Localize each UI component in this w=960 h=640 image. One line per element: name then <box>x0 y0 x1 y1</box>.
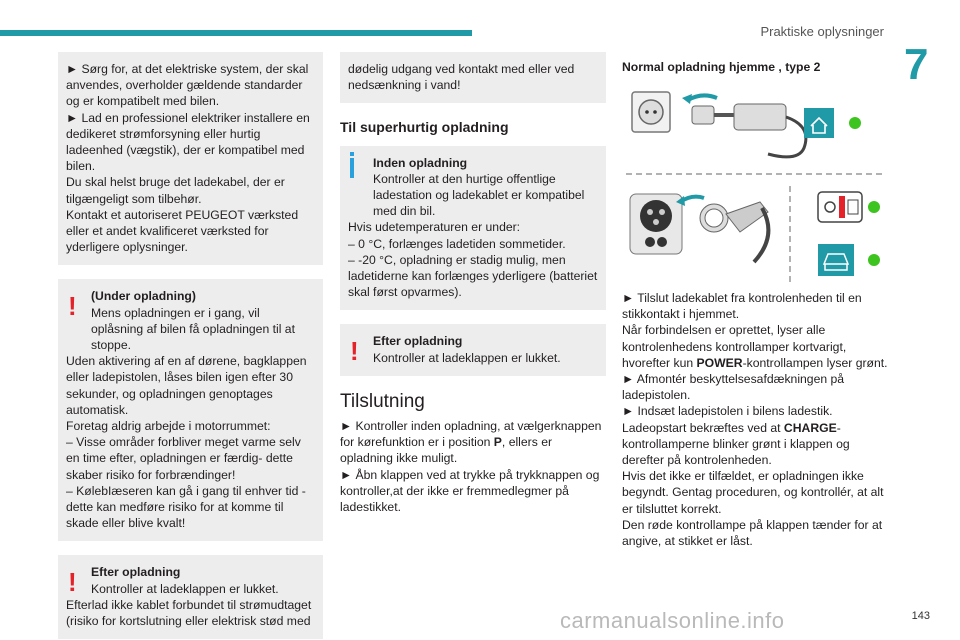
led-green-icon <box>868 201 880 213</box>
info-box-installation <box>58 52 323 265</box>
paragraph: Hvis udetemperaturen er under: <box>348 220 521 235</box>
chapter-number: 7 <box>904 40 929 89</box>
paragraph: Du skal helst bruge det ladekabel, der er tilgængeligt som tilbehør. <box>66 175 285 206</box>
wall-socket-icon <box>632 92 670 132</box>
paragraph: Kontroller at den hurtige offentlige ladestation og ladekablet er kompatibel med din bil. <box>373 171 585 219</box>
charging-illustration <box>622 86 890 286</box>
plug-icon <box>692 106 734 124</box>
paragraph: ► Indsæt ladepistolen i bilens ladestik. <box>622 404 833 419</box>
paragraph: Kontroller at ladeklappen er lukket. <box>91 581 279 596</box>
paragraph: – 0 °C, forlænges ladetiden sommetider. <box>348 236 566 251</box>
info-box-before-charging <box>340 146 606 311</box>
column-2 <box>340 52 606 515</box>
paragraph: ► Afmontér beskyttelsesafdækningen på ladepistolen. <box>622 372 845 403</box>
warning-title: Efter opladning <box>91 565 181 580</box>
car-icon <box>818 244 854 276</box>
paragraph: Når forbindelsen er oprettet, lyser alle kontrolenhedens kontrollamper kortvarigt, hvorefter kun POWER-kontrollampen lyser grønt. <box>622 323 888 370</box>
warning-box-after-charging <box>58 555 323 639</box>
warning-box-under-charging <box>58 279 323 541</box>
paragraph: dødelig udgang ved kontakt med eller ved nedsænkning i vand! <box>348 62 575 93</box>
warning-box-continued <box>340 52 606 103</box>
column-1 <box>58 52 323 639</box>
charging-gun-icon <box>700 202 768 262</box>
paragraph: Uden aktivering af en af dørene, bagklappen eller ladepistolen, låses bilen igen efter 30 sekunder, og opladningen genoptages automatisk. <box>66 354 307 417</box>
paragraph: Kontroller at ladeklappen er lukket. <box>373 350 561 365</box>
paragraph: Mens opladningen er i gang, vil oplåsning af bilen få opladningen til at stoppe. <box>91 305 295 353</box>
warning-icon: ! <box>350 336 359 367</box>
paragraph: Kontakt et autoriseret PEUGEOT værksted eller et andet kvalificeret værksted for yderligere oplysninger. <box>66 207 299 255</box>
info-icon <box>350 158 354 178</box>
info-title: Inden opladning <box>373 155 468 170</box>
paragraph: ► Lad en professionel elektriker installere en dedikeret strømforsyning eller hurtig ladeenhed (vægstik), der er kompatibel med bilen. <box>66 110 310 174</box>
paragraph: ► Åbn klappen ved at trykke på trykknappen og kontroller,at der ikke er fremmedlegmer på ladestikket. <box>340 467 600 515</box>
charging-flap-lock-icon <box>818 192 862 222</box>
warning-icon: ! <box>68 567 77 598</box>
figure-title: Normal opladning hjemme , type 2 <box>622 60 821 74</box>
arrow-icon <box>688 95 717 100</box>
warning-box-after-charging-2 <box>340 324 606 375</box>
warning-title: (Under opladning) <box>91 289 196 304</box>
warning-title: Efter opladning <box>373 334 463 349</box>
led-green-icon <box>868 254 880 266</box>
paragraph: Hvis det ikke er tilfældet, er opladningen ikke begyndt. Gentag proceduren, og kontrollér, at alt er tilsluttet korrekt. <box>622 469 884 516</box>
led-green-icon <box>849 117 861 129</box>
warning-icon: ! <box>68 291 77 322</box>
page-number: 143 <box>911 610 930 622</box>
header-accent-bar <box>0 30 472 36</box>
heading-superfast-charging: Til superhurtig opladning <box>340 119 509 136</box>
paragraph: ► Kontroller inden opladning, at vælgerknappen for kørefunktion er i position P, ellers er opladning ikke muligt. <box>340 419 602 466</box>
column-3 <box>622 290 892 549</box>
type2-socket-icon <box>630 194 682 254</box>
section-title: Praktiske oplysninger <box>760 24 884 39</box>
paragraph: Ladeopstart bekræftes ved at CHARGE-kontrollamperne blinker grønt i klappen og derefter på kontrolenheden. <box>622 420 850 468</box>
paragraph: – KølebIæseren kan gå i gang til enhver tid - dette kan medføre risiko for at komme til skade eller blive kvalt! <box>66 483 306 531</box>
control-unit-icon <box>734 104 786 130</box>
paragraph: Foretag aldrig arbejde i motorrummet: <box>66 419 271 434</box>
paragraph: Den røde kontrollampe på klappen tænder for at angive, at stikket er låst. <box>622 517 883 549</box>
paragraph: – Visse områder forbliver meget varme selv en time efter, opladningen er færdig- dette skaber risiko for forbrændinger! <box>66 435 301 482</box>
heading-connection: Tilslutning <box>340 390 425 412</box>
paragraph: ► Sørg for, at det elektriske system, der skal anvendes, overholder gældende standarder og er kompatibelt med bilen. <box>66 62 309 109</box>
watermark: carmanualsonline.info <box>560 608 785 633</box>
paragraph: – -20 °C, opladning er stadig mulig, men ladetiderne kan forlænges yderligere (batteriet skal først opvarmes). <box>348 252 598 300</box>
paragraph: ► Tilslut ladekablet fra kontrolenheden til en stikkontakt i hjemmet. <box>622 291 862 322</box>
paragraph: Efterlad ikke kablet forbundet til strømudtaget (risiko for kortslutning eller elektrisk stød med <box>66 597 312 629</box>
